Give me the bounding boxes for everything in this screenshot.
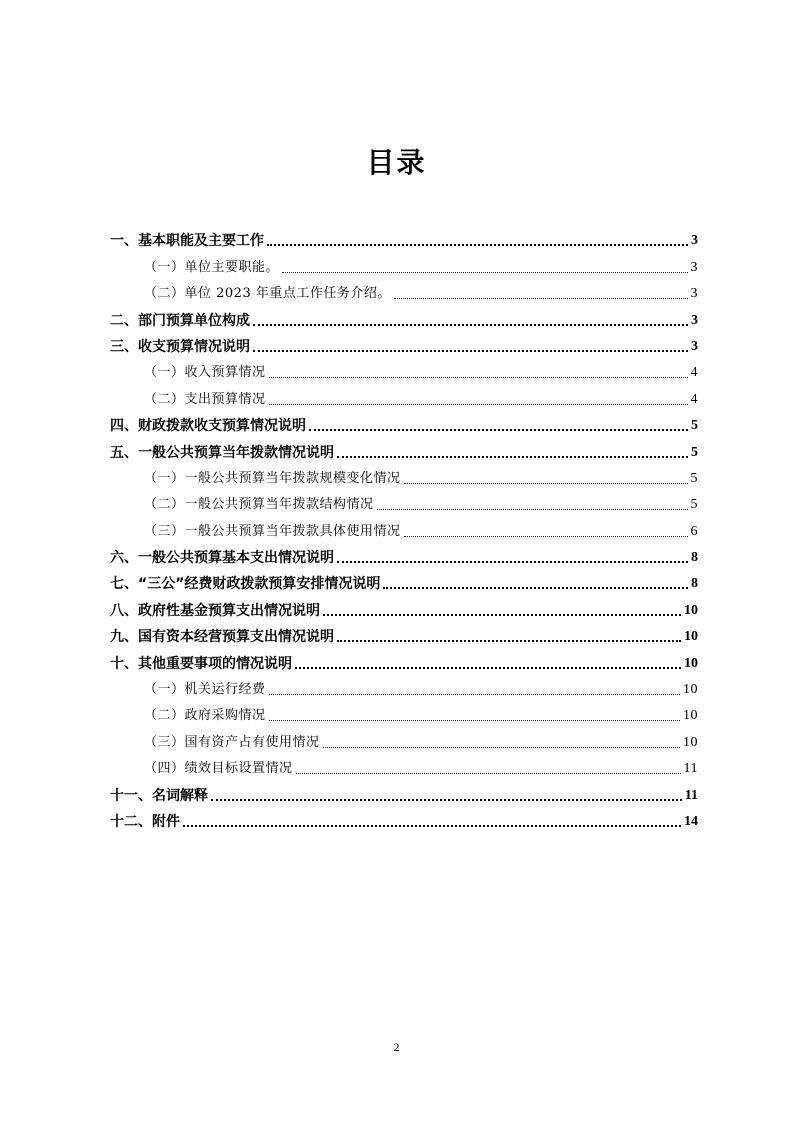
toc-page-number: 11	[684, 787, 698, 803]
dot-leader	[337, 640, 681, 642]
toc-page-number: 4	[690, 391, 698, 407]
toc-row[interactable]	[110, 542, 698, 568]
toc-entry-label: 六、一般公共预算基本支出情况说明	[110, 550, 334, 567]
dot-leader	[253, 350, 688, 352]
toc-entry-label: （一）单位主要职能。	[144, 259, 280, 275]
toc-page-number: 5	[690, 470, 698, 486]
toc-entry-label: （二）支出预算情况	[144, 391, 266, 407]
dot-leader	[269, 720, 680, 721]
dot-leader	[269, 404, 688, 405]
toc-entry-label: 十一、名词解释	[110, 787, 208, 804]
toc-entry-label: 一、基本职能及主要工作	[110, 233, 264, 250]
dot-leader	[211, 799, 682, 801]
dot-leader	[337, 561, 688, 563]
dot-leader	[377, 509, 688, 510]
toc-entry-label: （四）绩效目标设置情况	[144, 761, 293, 777]
toc-page-number: 3	[690, 286, 698, 302]
toc-entry-label: 八、政府性基金预算支出情况说明	[110, 602, 320, 619]
toc-row[interactable]	[110, 304, 698, 330]
dot-leader	[267, 244, 688, 246]
toc-row[interactable]	[110, 779, 698, 805]
toc-row[interactable]	[110, 647, 698, 673]
dot-leader	[404, 483, 688, 484]
toc-entry-label: 二、部门预算单位构成	[110, 312, 250, 329]
toc-row[interactable]	[110, 700, 698, 726]
toc-page-number: 10	[684, 602, 698, 618]
dot-leader	[296, 773, 681, 774]
toc-page-number: 11	[683, 761, 698, 777]
toc-entry-label: （二）单位 2023 年重点工作任务介绍。	[144, 286, 391, 302]
dot-leader	[253, 324, 688, 326]
toc-page-number: 14	[684, 813, 698, 829]
toc-page-number: 10	[683, 708, 698, 724]
toc-page-number: 8	[691, 550, 698, 566]
toc-entry-label: 九、国有资本经营预算支出情况说明	[110, 629, 334, 646]
toc-row[interactable]	[110, 251, 698, 277]
dot-leader	[337, 456, 688, 458]
toc-page-number: 10	[684, 629, 698, 645]
toc-entry-label: 十、其他重要事项的情况说明	[110, 655, 292, 672]
toc-entry-label: 十二、附件	[110, 813, 180, 830]
toc-row[interactable]	[110, 225, 698, 251]
toc-page-number: 5	[690, 497, 698, 513]
toc-page-number: 10	[683, 734, 698, 750]
page-title: 目录	[366, 146, 427, 179]
toc-row[interactable]	[110, 594, 698, 620]
dot-leader	[404, 536, 688, 537]
toc-page-number: 8	[691, 576, 698, 592]
toc-entry-label: 五、一般公共预算当年拨款情况说明	[110, 444, 334, 461]
toc-row[interactable]	[110, 383, 698, 409]
page-number: 2	[393, 1040, 400, 1054]
toc-page-number: 5	[691, 444, 698, 460]
dot-leader	[295, 667, 681, 669]
toc-entry-label: 七、“三公”经费财政拨款预算安排情况说明	[110, 576, 381, 593]
dot-leader	[383, 587, 688, 589]
dot-leader	[323, 614, 681, 616]
toc-row[interactable]	[110, 436, 698, 462]
toc-row[interactable]	[110, 463, 698, 489]
toc-row[interactable]	[110, 357, 698, 383]
toc-page-number: 5	[691, 418, 698, 434]
toc-row[interactable]	[110, 621, 698, 647]
dot-leader	[282, 272, 687, 273]
toc-entry-label: （一）机关运行经费	[144, 682, 266, 698]
dot-leader	[269, 377, 688, 378]
toc-row[interactable]	[110, 331, 698, 357]
toc-page-number: 3	[691, 233, 698, 249]
toc-row[interactable]	[110, 410, 698, 436]
toc-page-number: 10	[683, 682, 698, 698]
toc-page-number: 3	[691, 338, 698, 354]
toc-page-number: 6	[690, 523, 698, 539]
toc-entry-label: （二）政府采购情况	[144, 708, 266, 724]
toc-entry-label: （二）一般公共预算当年拨款结构情况	[144, 497, 374, 513]
toc-row[interactable]	[110, 568, 698, 594]
toc-page-number: 10	[684, 655, 698, 671]
toc-page-number: 3	[690, 259, 698, 275]
dot-leader	[269, 694, 680, 695]
toc-page-number: 3	[691, 312, 698, 328]
table-of-contents	[110, 225, 698, 832]
toc-entry-label: 三、收支预算情况说明	[110, 338, 250, 355]
toc-row[interactable]	[110, 674, 698, 700]
toc-page-number: 4	[690, 365, 698, 381]
toc-row[interactable]	[110, 515, 698, 541]
toc-entry-label: （一）一般公共预算当年拨款规模变化情况	[144, 470, 401, 486]
toc-entry-label: （一）收入预算情况	[144, 365, 266, 381]
dot-leader	[309, 429, 688, 431]
toc-row[interactable]	[110, 753, 698, 779]
dot-leader	[323, 747, 680, 748]
dot-leader	[394, 298, 688, 299]
toc-entry-label: 四、财政拨款收支预算情况说明	[110, 418, 306, 435]
toc-row[interactable]	[110, 278, 698, 304]
toc-entry-label: （三）国有资产占有使用情况	[144, 734, 320, 750]
toc-row[interactable]	[110, 489, 698, 515]
toc-row[interactable]	[110, 806, 698, 832]
dot-leader	[183, 825, 681, 827]
toc-entry-label: （三）一般公共预算当年拨款具体使用情况	[144, 523, 401, 539]
toc-row[interactable]	[110, 726, 698, 752]
